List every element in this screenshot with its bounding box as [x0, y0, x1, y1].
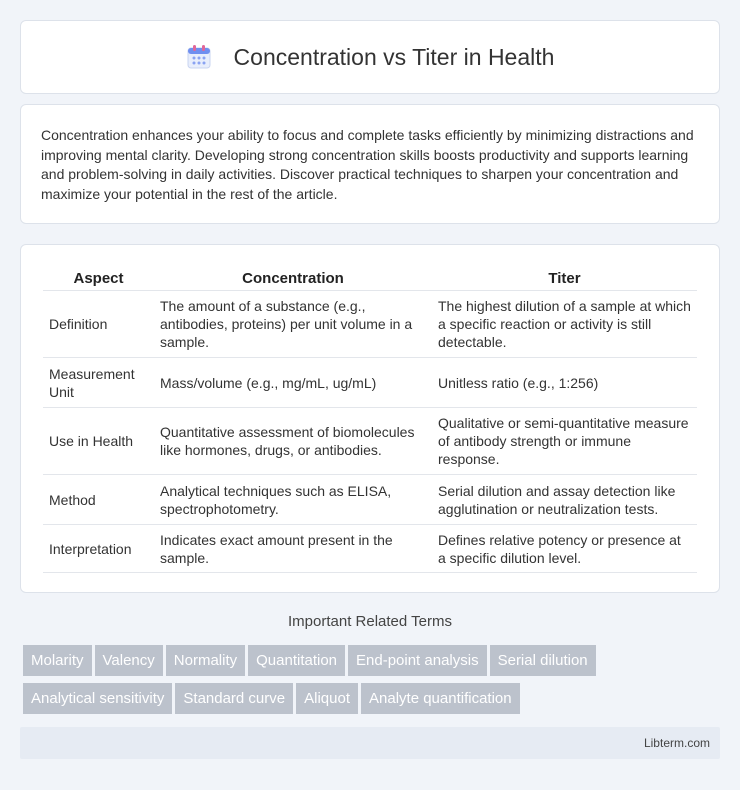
- tag-serial-dilution[interactable]: Serial dilution: [490, 645, 596, 676]
- table-row: [43, 408, 697, 475]
- intro-paragraph: Concentration enhances your ability to focus and complete tasks efficiently by minimizing distractions and improving mental clarity. Developing strong concentration skills boosts productivity and supports learning and problem-solving in daily activities. Discover practical techniques to sharpen your concentration and maximize your potential in the rest of the article.: [41, 127, 694, 202]
- related-terms-title: Important Related Terms: [288, 613, 452, 630]
- aspect-cell: Method: [43, 475, 154, 525]
- footer-site-link[interactable]: Libterm.com: [643, 736, 710, 750]
- concentration-cell: Quantitative assessment of biomolecules like hormones, drugs, or antibodies.: [154, 408, 432, 475]
- aspect-cell: Use in Health: [43, 408, 154, 475]
- titer-cell: Defines relative potency or presence at a specific dilution level.: [432, 525, 697, 573]
- footer: [20, 727, 720, 759]
- tag-valency[interactable]: Valency: [95, 645, 163, 676]
- titer-cell: The highest dilution of a sample at which a specific reaction or activity is still detectable.: [432, 291, 697, 358]
- table-row: [43, 291, 697, 358]
- concentration-cell: Analytical techniques such as ELISA, spectrophotometry.: [154, 475, 432, 525]
- tag-aliquot[interactable]: Aliquot: [296, 683, 358, 714]
- table-row: [43, 358, 697, 408]
- related-terms-list: [23, 645, 723, 721]
- table-row: [43, 475, 697, 525]
- titer-cell: Qualitative or semi-quantitative measure of antibody strength or immune response.: [432, 408, 697, 475]
- header-concentration: Concentration: [154, 265, 432, 291]
- page-title: Concentration vs Titer in Health: [233, 43, 555, 70]
- header-titer: Titer: [432, 265, 697, 291]
- titer-cell: Serial dilution and assay detection like agglutination or neutralization tests.: [432, 475, 697, 525]
- aspect-cell: Measurement Unit: [43, 358, 154, 408]
- tag-molarity[interactable]: Molarity: [23, 645, 92, 676]
- concentration-cell: Indicates exact amount present in the sample.: [154, 525, 432, 573]
- tag-normality[interactable]: Normality: [166, 645, 245, 676]
- aspect-cell: Definition: [43, 291, 154, 358]
- concentration-cell: The amount of a substance (e.g., antibodies, proteins) per unit volume in a sample.: [154, 291, 432, 358]
- header-aspect: Aspect: [43, 265, 154, 291]
- calendar-icon: [186, 44, 212, 70]
- tag-quantitation[interactable]: Quantitation: [248, 645, 345, 676]
- tag-analyte-quantification[interactable]: Analyte quantification: [361, 683, 520, 714]
- titer-cell: Unitless ratio (e.g., 1:256): [432, 358, 697, 408]
- table-header-row: [43, 265, 697, 291]
- comparison-table-card: [20, 244, 720, 593]
- table-row: [43, 525, 697, 573]
- tag-analytical-sensitivity[interactable]: Analytical sensitivity: [23, 683, 172, 714]
- intro-card: [20, 104, 720, 224]
- tag-end-point-analysis[interactable]: End-point analysis: [348, 645, 487, 676]
- concentration-cell: Mass/volume (e.g., mg/mL, ug/mL): [154, 358, 432, 408]
- comparison-table: [43, 265, 697, 573]
- aspect-cell: Interpretation: [43, 525, 154, 573]
- header-card: [20, 20, 720, 94]
- tag-standard-curve[interactable]: Standard curve: [175, 683, 293, 714]
